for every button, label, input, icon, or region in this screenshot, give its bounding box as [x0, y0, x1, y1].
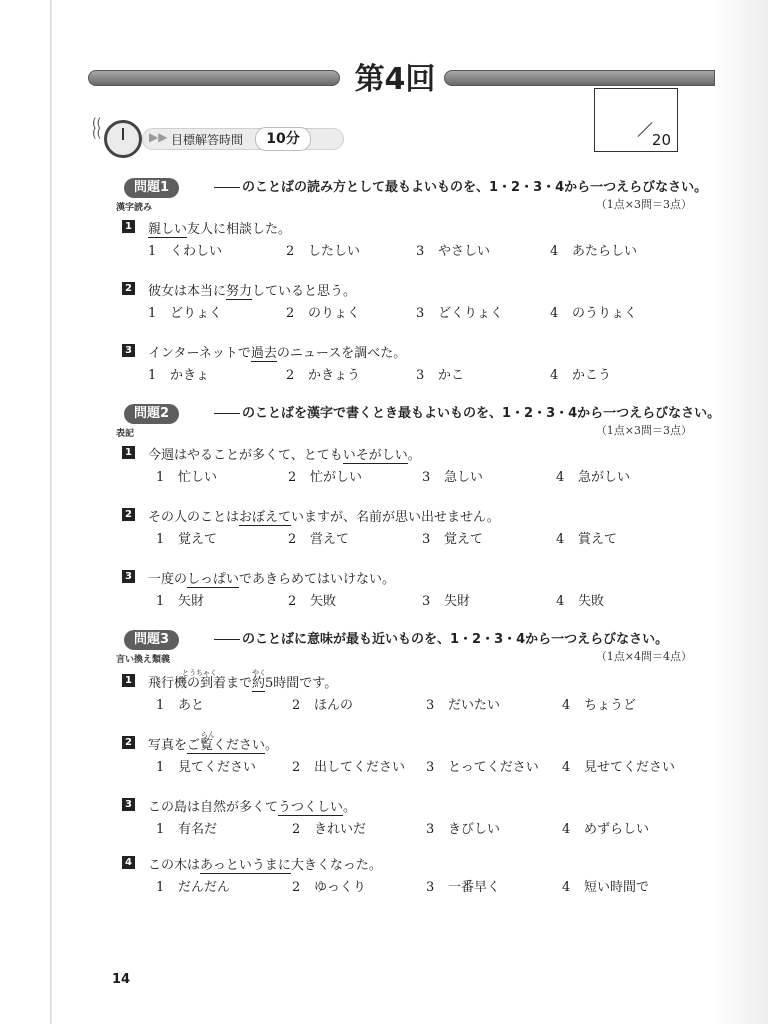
section-instruction: のことばを漢字で書くとき最もよいものを、1・2・3・4から一つえらびなさい。	[214, 402, 720, 421]
option-1[interactable]: 1 矢財	[156, 594, 205, 609]
page-binding-edge	[50, 0, 52, 1024]
question-stem: とうちゃく 飛行機の到着まで やく 約5時間です。	[148, 669, 338, 691]
option-2[interactable]: 2 きれいだ	[292, 822, 367, 837]
section-badge: 問題2	[124, 404, 179, 424]
option-4[interactable]: 4 のうりょく	[550, 306, 638, 321]
question-stem: この島は自然が多くてうつくしい。	[148, 800, 357, 815]
title-bar-right-decoration	[444, 70, 715, 86]
option-3[interactable]: 3 やさしい	[416, 244, 491, 259]
section-subtitle: 言い換え類義	[116, 655, 171, 665]
option-1[interactable]: 1 あと	[156, 698, 205, 713]
option-3[interactable]: 3 とってください	[426, 760, 539, 775]
question-number: 2	[122, 508, 135, 521]
alarm-wave-icon: (( ((	[92, 116, 102, 140]
option-1[interactable]: 1 見てください	[156, 760, 257, 775]
option-2[interactable]: 2 出してください	[292, 760, 406, 775]
option-1[interactable]: 1 有名だ	[156, 822, 218, 837]
page-title: 第4回	[354, 62, 436, 97]
page-number: 14	[112, 972, 131, 987]
question-number: 3	[122, 344, 135, 357]
option-3[interactable]: 3 どくりょく	[416, 306, 504, 321]
score-total: 20	[651, 131, 671, 149]
furigana: やく	[252, 669, 267, 677]
option-3[interactable]: 3 だいたい	[426, 698, 501, 713]
question-stem: 彼女は本当に努力していると思う。	[148, 284, 357, 299]
question-number: 3	[122, 798, 135, 811]
option-3[interactable]: 3 きびしい	[426, 822, 501, 837]
question-number: 4	[122, 856, 135, 869]
option-4[interactable]: 4 賞えて	[556, 532, 618, 547]
question-stem: 写真を らん ご覧ください。	[148, 731, 279, 753]
option-2[interactable]: 2 営えて	[288, 532, 350, 547]
option-3[interactable]: 3 一番早く	[426, 880, 501, 895]
timer-value: 10分	[255, 127, 311, 151]
option-1[interactable]: 1 どりょく	[148, 306, 223, 321]
option-3[interactable]: 3 失財	[422, 594, 471, 609]
alarm-clock-icon	[104, 120, 142, 158]
option-2[interactable]: 2 ゆっくり	[292, 880, 366, 895]
title-bar-left-decoration	[88, 70, 340, 86]
option-4[interactable]: 4 あたらしい	[550, 244, 638, 259]
question-stem: 一度のしっぱいであきらめてはいけない。	[148, 572, 396, 587]
timer-label: 目標解答時間	[171, 133, 244, 147]
question-stem: 今週はやることが多くて、とてもいそがしい。	[148, 448, 421, 463]
option-2[interactable]: 2 忙がしい	[288, 470, 363, 485]
option-3[interactable]: 3 覚えて	[422, 532, 484, 547]
option-2[interactable]: 2 ほんの	[292, 698, 354, 713]
score-slash	[638, 122, 653, 137]
section-instruction: のことばに意味が最も近いものを、1・2・3・4から一つえらびなさい。	[214, 628, 668, 647]
question-number: 1	[122, 674, 135, 687]
option-4[interactable]: 4 ちょうど	[562, 698, 637, 713]
option-4[interactable]: 4 短い時間で	[562, 880, 650, 895]
timer-pill	[142, 128, 344, 150]
section-badge: 問題3	[124, 630, 179, 650]
question-number: 3	[122, 570, 135, 583]
option-2[interactable]: 2 のりょく	[286, 306, 361, 321]
option-4[interactable]: 4 めずらしい	[562, 822, 650, 837]
question-number: 1	[122, 220, 135, 233]
option-3[interactable]: 3 かこ	[416, 368, 465, 383]
option-1[interactable]: 1 かきょ	[148, 368, 210, 383]
option-1[interactable]: 1 だんだん	[156, 880, 231, 895]
question-number: 1	[122, 446, 135, 459]
option-2[interactable]: 2 矢敗	[288, 594, 337, 609]
option-4[interactable]: 4 かこう	[550, 368, 612, 383]
option-4[interactable]: 4 失敗	[556, 594, 605, 609]
option-3[interactable]: 3 急しい	[422, 470, 484, 485]
question-stem: その人のことはおぼえていますが、名前が思い出せません。	[148, 510, 500, 525]
option-2[interactable]: 2 かきょう	[286, 368, 361, 383]
section-points: （1点×4問＝4点）	[595, 650, 692, 663]
page-fold-shadow	[712, 0, 768, 1024]
section-points: （1点×3問＝3点）	[595, 198, 692, 211]
option-1[interactable]: 1 くわしい	[148, 244, 223, 259]
question-stem: 親しい友人に相談した。	[148, 222, 292, 237]
section-badge: 問題1	[124, 178, 179, 198]
question-number: 2	[122, 736, 135, 749]
section-subtitle: 表記	[116, 429, 135, 439]
option-1[interactable]: 1 覚えて	[156, 532, 218, 547]
furigana: らん	[201, 731, 216, 739]
double-arrow-icon: ▶▶	[149, 130, 168, 144]
option-4[interactable]: 4 見せてください	[562, 760, 676, 775]
question-number: 2	[122, 282, 135, 295]
question-stem: この木はあっというまに大きくなった。	[148, 858, 382, 873]
section-subtitle: 漢字読み	[116, 203, 153, 213]
option-1[interactable]: 1 忙しい	[156, 470, 218, 485]
question-stem: インターネットで過去のニュースを調べた。	[148, 346, 407, 361]
score-box	[594, 88, 678, 152]
option-2[interactable]: 2 したしい	[286, 244, 361, 259]
section-points: （1点×3問＝3点）	[595, 424, 692, 437]
section-instruction: のことばの読み方として最もよいものを、1・2・3・4から一つえらびなさい。	[214, 176, 707, 195]
option-4[interactable]: 4 急がしい	[556, 470, 631, 485]
furigana: とうちゃく	[182, 669, 217, 677]
